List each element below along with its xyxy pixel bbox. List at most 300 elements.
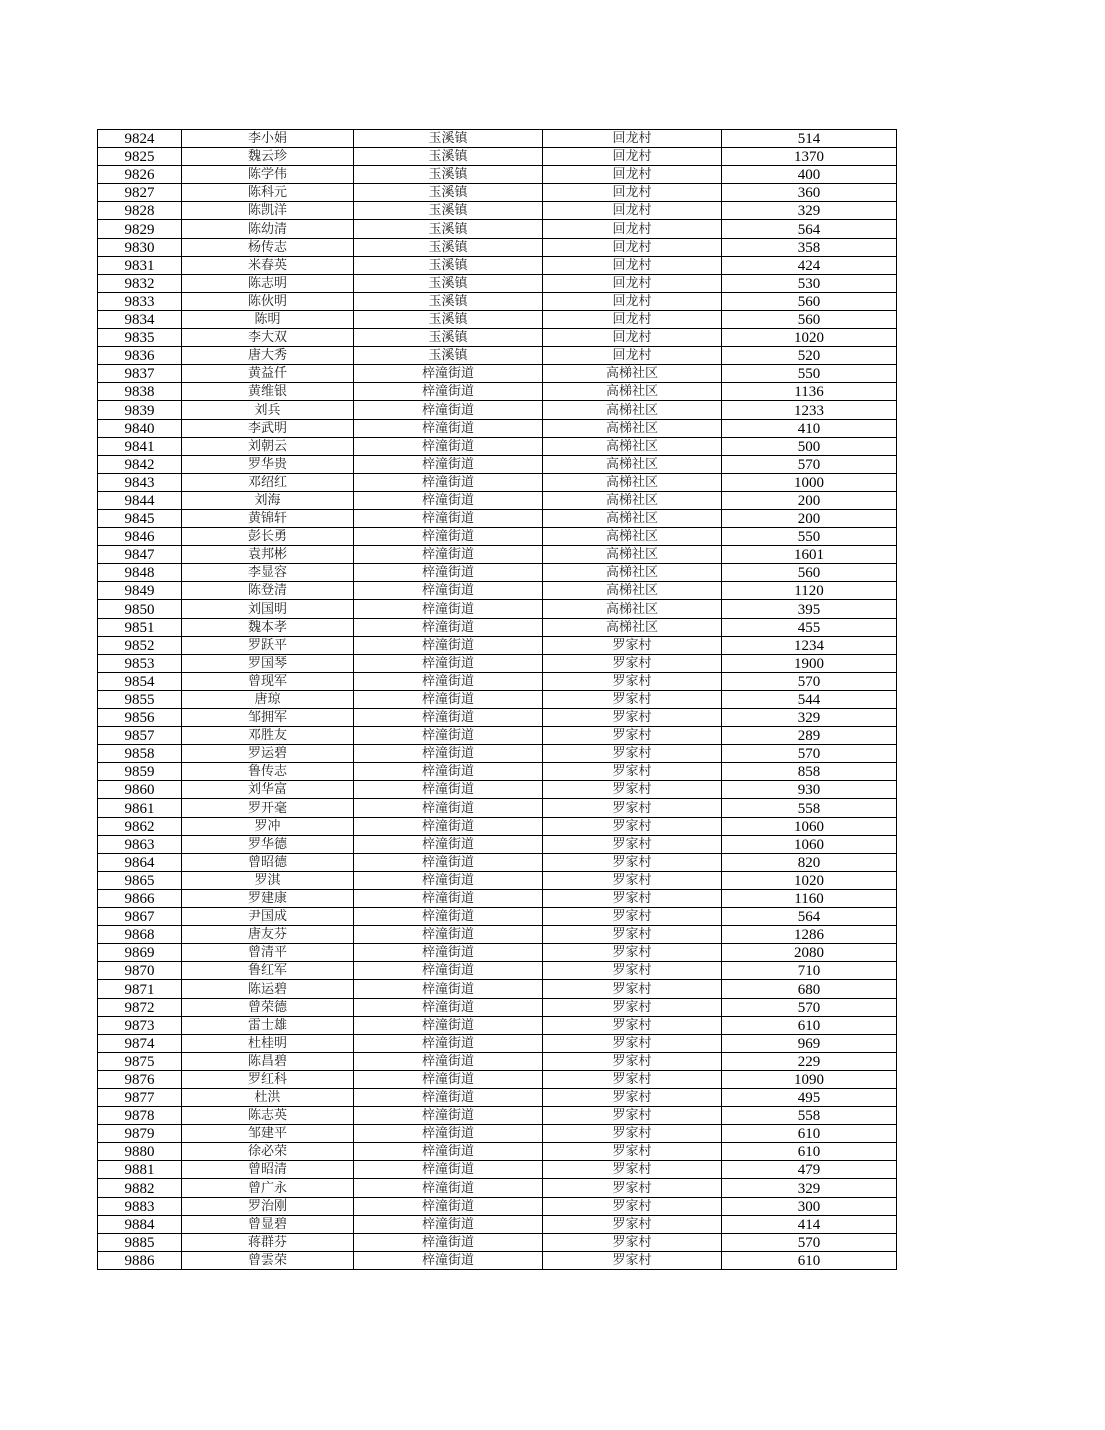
serial-number-cell: 9841 bbox=[98, 437, 182, 455]
name-cell: 魏云珍 bbox=[182, 148, 354, 166]
town-cell: 梓潼街道 bbox=[354, 908, 543, 926]
table-row bbox=[98, 944, 897, 962]
amount-cell: 550 bbox=[722, 528, 897, 546]
table-row bbox=[98, 1107, 897, 1125]
town-cell: 玉溪镇 bbox=[354, 256, 543, 274]
name-cell: 尹国成 bbox=[182, 908, 354, 926]
village-cell: 回龙村 bbox=[543, 347, 722, 365]
name-cell: 袁邦彬 bbox=[182, 546, 354, 564]
data-table bbox=[97, 129, 897, 1270]
town-cell: 梓潼街道 bbox=[354, 437, 543, 455]
amount-cell: 514 bbox=[722, 130, 897, 148]
amount-cell: 680 bbox=[722, 980, 897, 998]
town-cell: 梓潼街道 bbox=[354, 727, 543, 745]
table-row bbox=[98, 1143, 897, 1161]
village-cell: 罗家村 bbox=[543, 763, 722, 781]
village-cell: 高梯社区 bbox=[543, 546, 722, 564]
village-cell: 高梯社区 bbox=[543, 365, 722, 383]
town-cell: 梓潼街道 bbox=[354, 1107, 543, 1125]
table-row bbox=[98, 437, 897, 455]
village-cell: 罗家村 bbox=[543, 926, 722, 944]
serial-number-cell: 9866 bbox=[98, 889, 182, 907]
serial-number-cell: 9824 bbox=[98, 130, 182, 148]
amount-cell: 610 bbox=[722, 1251, 897, 1269]
serial-number-cell: 9886 bbox=[98, 1251, 182, 1269]
amount-cell: 479 bbox=[722, 1161, 897, 1179]
town-cell: 梓潼街道 bbox=[354, 528, 543, 546]
town-cell: 玉溪镇 bbox=[354, 220, 543, 238]
village-cell: 罗家村 bbox=[543, 654, 722, 672]
village-cell: 回龙村 bbox=[543, 130, 722, 148]
village-cell: 罗家村 bbox=[543, 1143, 722, 1161]
name-cell: 杜桂明 bbox=[182, 1034, 354, 1052]
serial-number-cell: 9844 bbox=[98, 491, 182, 509]
town-cell: 梓潼街道 bbox=[354, 419, 543, 437]
town-cell: 梓潼街道 bbox=[354, 1088, 543, 1106]
name-cell: 陈伙明 bbox=[182, 292, 354, 310]
amount-cell: 610 bbox=[722, 1016, 897, 1034]
table-row bbox=[98, 220, 897, 238]
table-row bbox=[98, 347, 897, 365]
amount-cell: 1020 bbox=[722, 329, 897, 347]
table-row bbox=[98, 473, 897, 491]
village-cell: 回龙村 bbox=[543, 184, 722, 202]
town-cell: 玉溪镇 bbox=[354, 166, 543, 184]
village-cell: 高梯社区 bbox=[543, 528, 722, 546]
town-cell: 梓潼街道 bbox=[354, 1179, 543, 1197]
town-cell: 梓潼街道 bbox=[354, 509, 543, 527]
name-cell: 罗建康 bbox=[182, 889, 354, 907]
town-cell: 梓潼街道 bbox=[354, 636, 543, 654]
serial-number-cell: 9850 bbox=[98, 600, 182, 618]
table-row bbox=[98, 1070, 897, 1088]
name-cell: 邹建平 bbox=[182, 1125, 354, 1143]
town-cell: 梓潼街道 bbox=[354, 889, 543, 907]
serial-number-cell: 9858 bbox=[98, 745, 182, 763]
table-row bbox=[98, 871, 897, 889]
town-cell: 梓潼街道 bbox=[354, 383, 543, 401]
town-cell: 玉溪镇 bbox=[354, 184, 543, 202]
serial-number-cell: 9837 bbox=[98, 365, 182, 383]
village-cell: 回龙村 bbox=[543, 148, 722, 166]
town-cell: 梓潼街道 bbox=[354, 944, 543, 962]
name-cell: 陈登清 bbox=[182, 582, 354, 600]
serial-number-cell: 9835 bbox=[98, 329, 182, 347]
serial-number-cell: 9880 bbox=[98, 1143, 182, 1161]
amount-cell: 570 bbox=[722, 1233, 897, 1251]
serial-number-cell: 9862 bbox=[98, 817, 182, 835]
village-cell: 罗家村 bbox=[543, 1016, 722, 1034]
town-cell: 梓潼街道 bbox=[354, 962, 543, 980]
amount-cell: 1286 bbox=[722, 926, 897, 944]
serial-number-cell: 9885 bbox=[98, 1233, 182, 1251]
name-cell: 罗开毫 bbox=[182, 799, 354, 817]
town-cell: 玉溪镇 bbox=[354, 347, 543, 365]
town-cell: 梓潼街道 bbox=[354, 1034, 543, 1052]
village-cell: 罗家村 bbox=[543, 799, 722, 817]
amount-cell: 1900 bbox=[722, 654, 897, 672]
town-cell: 梓潼街道 bbox=[354, 835, 543, 853]
table-body bbox=[98, 130, 897, 1270]
town-cell: 梓潼街道 bbox=[354, 781, 543, 799]
table-row bbox=[98, 980, 897, 998]
table-row bbox=[98, 690, 897, 708]
name-cell: 陈志明 bbox=[182, 274, 354, 292]
serial-number-cell: 9827 bbox=[98, 184, 182, 202]
serial-number-cell: 9831 bbox=[98, 256, 182, 274]
amount-cell: 424 bbox=[722, 256, 897, 274]
serial-number-cell: 9868 bbox=[98, 926, 182, 944]
village-cell: 罗家村 bbox=[543, 636, 722, 654]
name-cell: 罗国琴 bbox=[182, 654, 354, 672]
serial-number-cell: 9856 bbox=[98, 709, 182, 727]
village-cell: 罗家村 bbox=[543, 781, 722, 799]
town-cell: 梓潼街道 bbox=[354, 1197, 543, 1215]
name-cell: 陈运碧 bbox=[182, 980, 354, 998]
serial-number-cell: 9834 bbox=[98, 310, 182, 328]
amount-cell: 564 bbox=[722, 220, 897, 238]
town-cell: 玉溪镇 bbox=[354, 274, 543, 292]
serial-number-cell: 9839 bbox=[98, 401, 182, 419]
village-cell: 罗家村 bbox=[543, 962, 722, 980]
serial-number-cell: 9871 bbox=[98, 980, 182, 998]
table-row bbox=[98, 509, 897, 527]
village-cell: 罗家村 bbox=[543, 690, 722, 708]
amount-cell: 329 bbox=[722, 1179, 897, 1197]
village-cell: 罗家村 bbox=[543, 1233, 722, 1251]
town-cell: 梓潼街道 bbox=[354, 600, 543, 618]
table-row bbox=[98, 709, 897, 727]
name-cell: 刘朝云 bbox=[182, 437, 354, 455]
village-cell: 罗家村 bbox=[543, 1070, 722, 1088]
village-cell: 回龙村 bbox=[543, 274, 722, 292]
village-cell: 高梯社区 bbox=[543, 383, 722, 401]
table-row bbox=[98, 1125, 897, 1143]
amount-cell: 289 bbox=[722, 727, 897, 745]
table-row bbox=[98, 1197, 897, 1215]
serial-number-cell: 9828 bbox=[98, 202, 182, 220]
town-cell: 梓潼街道 bbox=[354, 546, 543, 564]
serial-number-cell: 9867 bbox=[98, 908, 182, 926]
table-row bbox=[98, 1251, 897, 1269]
amount-cell: 358 bbox=[722, 238, 897, 256]
amount-cell: 610 bbox=[722, 1143, 897, 1161]
village-cell: 罗家村 bbox=[543, 727, 722, 745]
name-cell: 曾显碧 bbox=[182, 1215, 354, 1233]
serial-number-cell: 9855 bbox=[98, 690, 182, 708]
amount-cell: 969 bbox=[722, 1034, 897, 1052]
serial-number-cell: 9860 bbox=[98, 781, 182, 799]
name-cell: 刘国明 bbox=[182, 600, 354, 618]
table-row bbox=[98, 618, 897, 636]
serial-number-cell: 9852 bbox=[98, 636, 182, 654]
table-row bbox=[98, 401, 897, 419]
name-cell: 邓绍红 bbox=[182, 473, 354, 491]
village-cell: 回龙村 bbox=[543, 292, 722, 310]
name-cell: 唐琼 bbox=[182, 690, 354, 708]
town-cell: 梓潼街道 bbox=[354, 1251, 543, 1269]
amount-cell: 1060 bbox=[722, 835, 897, 853]
name-cell: 徐必荣 bbox=[182, 1143, 354, 1161]
table-row bbox=[98, 745, 897, 763]
table-row bbox=[98, 455, 897, 473]
serial-number-cell: 9849 bbox=[98, 582, 182, 600]
amount-cell: 820 bbox=[722, 853, 897, 871]
village-cell: 回龙村 bbox=[543, 202, 722, 220]
town-cell: 梓潼街道 bbox=[354, 365, 543, 383]
name-cell: 罗华德 bbox=[182, 835, 354, 853]
name-cell: 鲁传志 bbox=[182, 763, 354, 781]
name-cell: 蒋群芬 bbox=[182, 1233, 354, 1251]
town-cell: 玉溪镇 bbox=[354, 292, 543, 310]
town-cell: 梓潼街道 bbox=[354, 1016, 543, 1034]
serial-number-cell: 9840 bbox=[98, 419, 182, 437]
amount-cell: 560 bbox=[722, 292, 897, 310]
name-cell: 杜洪 bbox=[182, 1088, 354, 1106]
serial-number-cell: 9863 bbox=[98, 835, 182, 853]
serial-number-cell: 9872 bbox=[98, 998, 182, 1016]
serial-number-cell: 9876 bbox=[98, 1070, 182, 1088]
table-row bbox=[98, 166, 897, 184]
amount-cell: 858 bbox=[722, 763, 897, 781]
name-cell: 陈凯洋 bbox=[182, 202, 354, 220]
name-cell: 罗红科 bbox=[182, 1070, 354, 1088]
village-cell: 高梯社区 bbox=[543, 401, 722, 419]
amount-cell: 1160 bbox=[722, 889, 897, 907]
village-cell: 罗家村 bbox=[543, 1179, 722, 1197]
amount-cell: 1090 bbox=[722, 1070, 897, 1088]
amount-cell: 200 bbox=[722, 491, 897, 509]
table-row bbox=[98, 908, 897, 926]
amount-cell: 360 bbox=[722, 184, 897, 202]
name-cell: 曾现军 bbox=[182, 672, 354, 690]
serial-number-cell: 9848 bbox=[98, 564, 182, 582]
name-cell: 曾荣德 bbox=[182, 998, 354, 1016]
table-row bbox=[98, 202, 897, 220]
table-row bbox=[98, 853, 897, 871]
serial-number-cell: 9829 bbox=[98, 220, 182, 238]
town-cell: 梓潼街道 bbox=[354, 491, 543, 509]
village-cell: 罗家村 bbox=[543, 672, 722, 690]
name-cell: 雷士雄 bbox=[182, 1016, 354, 1034]
village-cell: 高梯社区 bbox=[543, 618, 722, 636]
serial-number-cell: 9857 bbox=[98, 727, 182, 745]
table-row bbox=[98, 365, 897, 383]
village-cell: 回龙村 bbox=[543, 166, 722, 184]
serial-number-cell: 9847 bbox=[98, 546, 182, 564]
amount-cell: 300 bbox=[722, 1197, 897, 1215]
serial-number-cell: 9875 bbox=[98, 1052, 182, 1070]
serial-number-cell: 9825 bbox=[98, 148, 182, 166]
table-row bbox=[98, 1088, 897, 1106]
town-cell: 梓潼街道 bbox=[354, 763, 543, 781]
amount-cell: 570 bbox=[722, 455, 897, 473]
village-cell: 回龙村 bbox=[543, 220, 722, 238]
name-cell: 黄益仟 bbox=[182, 365, 354, 383]
amount-cell: 400 bbox=[722, 166, 897, 184]
serial-number-cell: 9846 bbox=[98, 528, 182, 546]
name-cell: 刘华富 bbox=[182, 781, 354, 799]
name-cell: 罗冲 bbox=[182, 817, 354, 835]
name-cell: 罗治刚 bbox=[182, 1197, 354, 1215]
town-cell: 梓潼街道 bbox=[354, 1215, 543, 1233]
table-row bbox=[98, 238, 897, 256]
amount-cell: 1020 bbox=[722, 871, 897, 889]
name-cell: 唐友芬 bbox=[182, 926, 354, 944]
village-cell: 高梯社区 bbox=[543, 419, 722, 437]
serial-number-cell: 9869 bbox=[98, 944, 182, 962]
town-cell: 梓潼街道 bbox=[354, 1143, 543, 1161]
name-cell: 刘兵 bbox=[182, 401, 354, 419]
table-row bbox=[98, 564, 897, 582]
serial-number-cell: 9853 bbox=[98, 654, 182, 672]
serial-number-cell: 9832 bbox=[98, 274, 182, 292]
name-cell: 李武明 bbox=[182, 419, 354, 437]
name-cell: 李小娟 bbox=[182, 130, 354, 148]
town-cell: 梓潼街道 bbox=[354, 926, 543, 944]
village-cell: 高梯社区 bbox=[543, 600, 722, 618]
amount-cell: 500 bbox=[722, 437, 897, 455]
village-cell: 高梯社区 bbox=[543, 564, 722, 582]
village-cell: 罗家村 bbox=[543, 944, 722, 962]
table-row bbox=[98, 528, 897, 546]
table-row bbox=[98, 998, 897, 1016]
serial-number-cell: 9864 bbox=[98, 853, 182, 871]
village-cell: 高梯社区 bbox=[543, 455, 722, 473]
town-cell: 梓潼街道 bbox=[354, 998, 543, 1016]
name-cell: 米春英 bbox=[182, 256, 354, 274]
table-row bbox=[98, 491, 897, 509]
town-cell: 梓潼街道 bbox=[354, 690, 543, 708]
town-cell: 梓潼街道 bbox=[354, 745, 543, 763]
table-row bbox=[98, 274, 897, 292]
table-row bbox=[98, 148, 897, 166]
serial-number-cell: 9873 bbox=[98, 1016, 182, 1034]
serial-number-cell: 9882 bbox=[98, 1179, 182, 1197]
serial-number-cell: 9836 bbox=[98, 347, 182, 365]
serial-number-cell: 9877 bbox=[98, 1088, 182, 1106]
amount-cell: 530 bbox=[722, 274, 897, 292]
village-cell: 罗家村 bbox=[543, 1251, 722, 1269]
table-row bbox=[98, 329, 897, 347]
name-cell: 邓胜友 bbox=[182, 727, 354, 745]
name-cell: 曾昭德 bbox=[182, 853, 354, 871]
table-row bbox=[98, 1052, 897, 1070]
amount-cell: 710 bbox=[722, 962, 897, 980]
village-cell: 罗家村 bbox=[543, 817, 722, 835]
serial-number-cell: 9838 bbox=[98, 383, 182, 401]
village-cell: 回龙村 bbox=[543, 238, 722, 256]
town-cell: 梓潼街道 bbox=[354, 618, 543, 636]
amount-cell: 455 bbox=[722, 618, 897, 636]
table-row bbox=[98, 636, 897, 654]
amount-cell: 1060 bbox=[722, 817, 897, 835]
town-cell: 玉溪镇 bbox=[354, 238, 543, 256]
amount-cell: 2080 bbox=[722, 944, 897, 962]
table-row bbox=[98, 672, 897, 690]
amount-cell: 930 bbox=[722, 781, 897, 799]
town-cell: 梓潼街道 bbox=[354, 582, 543, 600]
serial-number-cell: 9879 bbox=[98, 1125, 182, 1143]
serial-number-cell: 9884 bbox=[98, 1215, 182, 1233]
village-cell: 罗家村 bbox=[543, 1161, 722, 1179]
town-cell: 梓潼街道 bbox=[354, 1161, 543, 1179]
serial-number-cell: 9878 bbox=[98, 1107, 182, 1125]
name-cell: 陈幼清 bbox=[182, 220, 354, 238]
village-cell: 高梯社区 bbox=[543, 473, 722, 491]
amount-cell: 414 bbox=[722, 1215, 897, 1233]
serial-number-cell: 9859 bbox=[98, 763, 182, 781]
table-row bbox=[98, 383, 897, 401]
village-cell: 罗家村 bbox=[543, 709, 722, 727]
table-row bbox=[98, 1034, 897, 1052]
village-cell: 罗家村 bbox=[543, 835, 722, 853]
amount-cell: 200 bbox=[722, 509, 897, 527]
town-cell: 梓潼街道 bbox=[354, 1233, 543, 1251]
name-cell: 罗淇 bbox=[182, 871, 354, 889]
table-row bbox=[98, 310, 897, 328]
town-cell: 玉溪镇 bbox=[354, 310, 543, 328]
town-cell: 梓潼街道 bbox=[354, 654, 543, 672]
village-cell: 罗家村 bbox=[543, 1034, 722, 1052]
table-row bbox=[98, 727, 897, 745]
amount-cell: 610 bbox=[722, 1125, 897, 1143]
amount-cell: 1370 bbox=[722, 148, 897, 166]
village-cell: 罗家村 bbox=[543, 745, 722, 763]
name-cell: 陈学伟 bbox=[182, 166, 354, 184]
amount-cell: 570 bbox=[722, 745, 897, 763]
name-cell: 唐大秀 bbox=[182, 347, 354, 365]
village-cell: 罗家村 bbox=[543, 1197, 722, 1215]
village-cell: 罗家村 bbox=[543, 908, 722, 926]
table-row bbox=[98, 763, 897, 781]
table-row bbox=[98, 781, 897, 799]
town-cell: 梓潼街道 bbox=[354, 980, 543, 998]
amount-cell: 1120 bbox=[722, 582, 897, 600]
amount-cell: 570 bbox=[722, 672, 897, 690]
town-cell: 玉溪镇 bbox=[354, 329, 543, 347]
amount-cell: 558 bbox=[722, 799, 897, 817]
amount-cell: 329 bbox=[722, 202, 897, 220]
town-cell: 梓潼街道 bbox=[354, 799, 543, 817]
table-row bbox=[98, 799, 897, 817]
name-cell: 曾昭清 bbox=[182, 1161, 354, 1179]
name-cell: 曾雲荣 bbox=[182, 1251, 354, 1269]
amount-cell: 564 bbox=[722, 908, 897, 926]
name-cell: 罗运碧 bbox=[182, 745, 354, 763]
amount-cell: 544 bbox=[722, 690, 897, 708]
name-cell: 陈科元 bbox=[182, 184, 354, 202]
town-cell: 梓潼街道 bbox=[354, 1070, 543, 1088]
town-cell: 梓潼街道 bbox=[354, 564, 543, 582]
serial-number-cell: 9845 bbox=[98, 509, 182, 527]
amount-cell: 229 bbox=[722, 1052, 897, 1070]
name-cell: 刘海 bbox=[182, 491, 354, 509]
table-row bbox=[98, 1233, 897, 1251]
table-row bbox=[98, 130, 897, 148]
table-row bbox=[98, 889, 897, 907]
name-cell: 陈志英 bbox=[182, 1107, 354, 1125]
serial-number-cell: 9851 bbox=[98, 618, 182, 636]
town-cell: 梓潼街道 bbox=[354, 401, 543, 419]
serial-number-cell: 9854 bbox=[98, 672, 182, 690]
name-cell: 曾广永 bbox=[182, 1179, 354, 1197]
village-cell: 罗家村 bbox=[543, 1125, 722, 1143]
serial-number-cell: 9874 bbox=[98, 1034, 182, 1052]
serial-number-cell: 9861 bbox=[98, 799, 182, 817]
table-row bbox=[98, 1215, 897, 1233]
town-cell: 玉溪镇 bbox=[354, 148, 543, 166]
